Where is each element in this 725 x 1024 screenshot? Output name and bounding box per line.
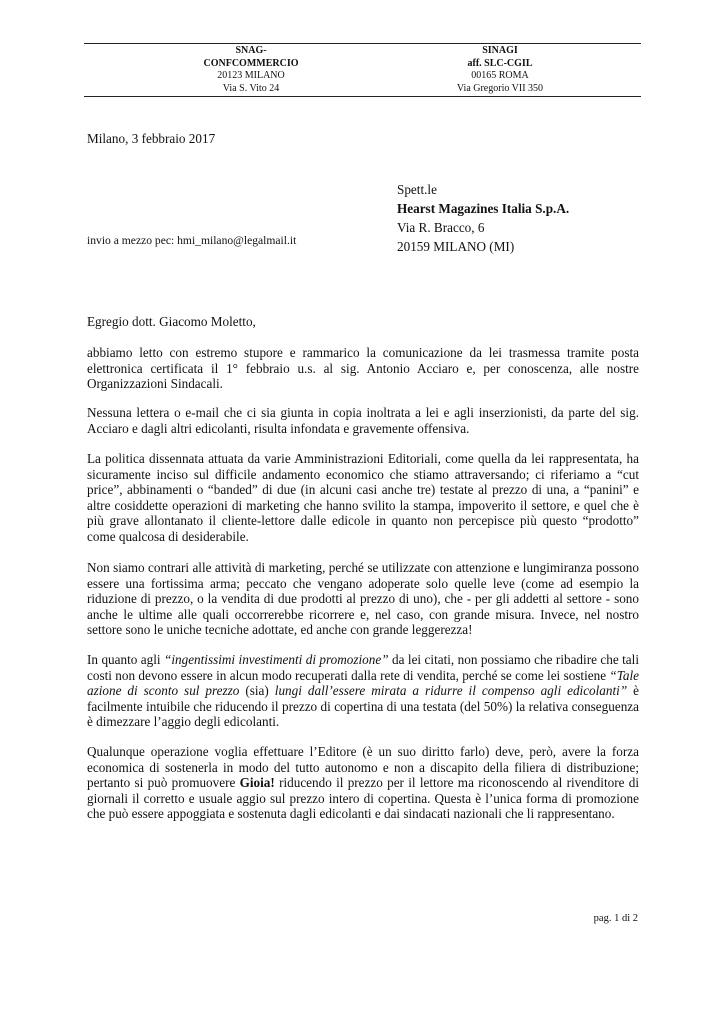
recipient-city: 20159 MILANO (MI)	[397, 239, 515, 254]
page-number: pag. 1 di 2	[593, 913, 638, 924]
greeting: Egregio dott. Giacomo Moletto,	[87, 314, 256, 329]
paragraph-6-magazine-name: Gioia!	[239, 775, 275, 791]
paragraph-1: abbiamo letto con estremo stupore e rammarico la comunicazione da lei trasmessa tramite posta elettronica certificata il 1° febbraio u.s. al sig. Antonio Acciaro e, per conoscenza, alle nostre Organizzazioni Sindacali.	[87, 345, 639, 392]
sender-right-street: Via Gregorio VII 350	[456, 82, 544, 94]
paragraph-2: Nessuna lettera o e-mail che ci sia giunta in copia inoltrata a lei e agli inserzionisti, da parte del sig. Acciaro e dagli altri edicolanti, risulta infondata e gravemente offensiva.	[87, 405, 639, 436]
paragraph-6-text-c: riducendo il prezzo per il lettore ma riconoscendo al rivenditore di giornali il corretto e usuale aggio sul prezzo intero di copertina. Questa è l’unica forma di promozione che può essere appoggiata e sostenuta dagli edicolanti e dai sindacati nazionali che li rappresentano.	[87, 775, 639, 822]
sender-left	[171, 45, 331, 95]
sender-left-city: 20123 MILANO	[217, 70, 285, 81]
sender-left-street: Via S. Vito 24	[222, 82, 280, 94]
sender-left-affiliation: CONFCOMMERCIO	[203, 57, 299, 69]
header-top-rule	[84, 43, 641, 44]
recipient-address	[397, 180, 569, 256]
recipient-salutation: Spett.le	[397, 182, 437, 197]
paragraph-5	[87, 652, 639, 730]
paragraph-5-text-c: da lei citati, non possiamo che ribadire che tali costi non devono essere in alcun modo recuperati dalla rete di vendita, perché se come lei sostiene	[87, 652, 639, 683]
paragraph-5-text-g: è facilmente intuibile che riducendo il prezzo di copertina di una testata (del 50%) la relativa conseguenza è dimezzare l’aggio degli edicolanti.	[87, 683, 639, 730]
sender-right	[420, 45, 580, 95]
paragraph-3: La politica dissennata attuata da varie Amministrazioni Editoriali, come quella da lei rappresentata, ha sicuramente inciso sul difficile andamento economico che stiamo attraversando; ci riferiamo a “cut price”, abbinamenti o “banded” di due (in alcuni casi anche tre) testate al prezzo di una, a “panini” e altre cosiddette operazioni di marketing che hanno svilito la stampa, impoverito il settore, e quel che è più grave allontanato il cliente-lettore dalle edicole in quanto non percepisce più questo “prodotto” come qualcosa di desiderabile.	[87, 451, 639, 544]
paragraph-5-text-e: (sia)	[239, 683, 275, 699]
paragraph-5-quote-compensation: lungi dall’essere mirata a ridurre il compenso agli edicolanti”	[274, 683, 628, 699]
sender-right-name: SINAGI	[482, 45, 518, 56]
paragraph-6-text-a: Qualunque operazione voglia effettuare l’Editore (è un suo diritto farlo) deve, però, avere la forza economica di sostenerla in modo del tutto autonomo e non a discapito della filiera di distribuzione; pertanto si può promuovere	[87, 744, 639, 791]
sender-right-affiliation: aff. SLC-CGIL	[467, 57, 533, 69]
recipient-street: Via R. Bracco, 6	[397, 220, 485, 235]
letter-date: Milano, 3 febbraio 2017	[87, 131, 216, 146]
paragraph-4: Non siamo contrari alle attività di marketing, perché se utilizzate con attenzione e lungimiranza possono essere una fortissima arma; peccato che vengano adoperate solo quelle leve (come ad esempio la riduzione di prezzo, o la vendita di due prodotti al prezzo di uno), che - per gli addetti al settore - sono anche le ultime alle quali occorrerebbe ricorrere e, nel caso, con grande misura. Invece, nel nostro settore sono le uniche tecniche adottate, ed anche con grande leggerezza!	[87, 560, 639, 638]
sender-right-city: 00165 ROMA	[471, 70, 529, 81]
header-bottom-rule	[84, 96, 641, 97]
recipient-company: Hearst Magazines Italia S.p.A.	[397, 201, 570, 216]
delivery-note: invio a mezzo pec: hmi_milano@legalmail.it	[87, 234, 297, 247]
paragraph-5-text-a: In quanto agli	[87, 652, 165, 667]
paragraph-5-quote-investments: “ingentissimi investimenti di promozione”	[164, 652, 389, 667]
paragraph-6	[87, 744, 639, 822]
paragraph-5-quote-discount: “Tale azione di sconto sul prezzo	[87, 667, 639, 699]
sender-left-name: SNAG-	[235, 45, 267, 56]
